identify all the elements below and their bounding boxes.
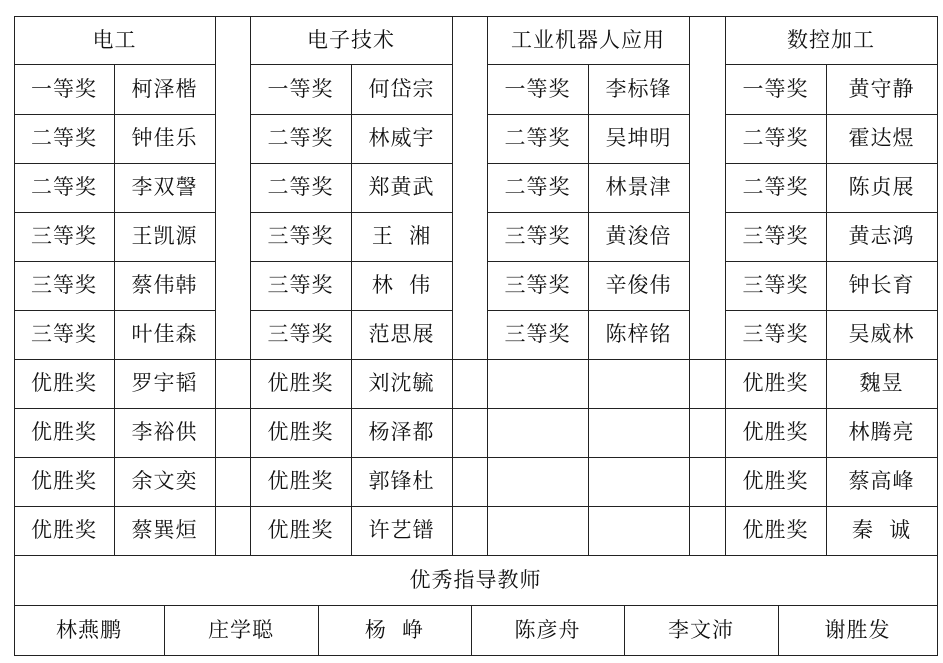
winner-name-cell: 余文奕 bbox=[131, 469, 198, 493]
teachers-title: 优秀指导教师 bbox=[409, 567, 542, 592]
winner-name-cell: 吴威林 bbox=[848, 322, 915, 346]
award-level-cell: 三等奖 bbox=[31, 273, 97, 297]
winner-name-cell: 林景津 bbox=[605, 175, 672, 199]
grid-line-horizontal bbox=[689, 359, 726, 360]
award-level-cell: 二等奖 bbox=[504, 126, 571, 150]
award-level-cell bbox=[487, 408, 588, 457]
winner-name-cell bbox=[588, 506, 689, 555]
award-level-cell: 优胜奖 bbox=[742, 371, 809, 395]
award-level-cell: 二等奖 bbox=[267, 126, 334, 150]
winner-name-cell: 林威宇 bbox=[368, 126, 435, 150]
winner-name-cell: 李裕供 bbox=[131, 420, 198, 444]
grid-line-horizontal bbox=[215, 359, 251, 360]
award-level-cell: 优胜奖 bbox=[31, 518, 97, 542]
grid-line-horizontal bbox=[215, 506, 251, 507]
winner-name-cell: 秦 诚 bbox=[851, 518, 912, 542]
teacher-name-cell: 李文沛 bbox=[668, 617, 734, 642]
grid-line-horizontal bbox=[452, 457, 488, 458]
winner-name-cell: 郑黄武 bbox=[368, 175, 435, 199]
winner-name-cell: 吴坤明 bbox=[605, 126, 672, 150]
winner-name-cell bbox=[588, 408, 689, 457]
winner-name-cell: 蔡巽烜 bbox=[131, 518, 198, 542]
award-level-cell: 优胜奖 bbox=[31, 371, 97, 395]
award-level-cell: 一等奖 bbox=[504, 76, 571, 101]
award-level-cell: 二等奖 bbox=[31, 126, 97, 150]
award-level-cell: 三等奖 bbox=[742, 224, 809, 248]
winner-name-cell: 柯泽楷 bbox=[131, 76, 198, 101]
grid-line-horizontal bbox=[215, 16, 251, 17]
grid-line-horizontal bbox=[689, 506, 726, 507]
grid-line-horizontal bbox=[452, 408, 488, 409]
winner-name-cell: 钟佳乐 bbox=[131, 126, 198, 150]
grid-line-vertical bbox=[937, 16, 938, 556]
award-level-cell: 优胜奖 bbox=[742, 518, 809, 542]
award-level-cell: 三等奖 bbox=[742, 322, 809, 346]
grid-line-horizontal bbox=[689, 408, 726, 409]
winner-name-cell: 蔡高峰 bbox=[848, 469, 915, 493]
teacher-name-cell: 林燕鹏 bbox=[56, 617, 122, 642]
category-title-cnc-machining: 数控加工 bbox=[787, 27, 875, 52]
award-level-cell: 三等奖 bbox=[504, 224, 571, 248]
award-level-cell: 三等奖 bbox=[267, 322, 334, 346]
award-level-cell: 一等奖 bbox=[742, 76, 809, 101]
award-level-cell: 三等奖 bbox=[31, 224, 97, 248]
winner-name-cell: 钟长育 bbox=[848, 273, 915, 297]
grid-line-vertical bbox=[452, 16, 453, 556]
winner-name-cell: 罗宇韬 bbox=[131, 371, 198, 395]
winner-name-cell bbox=[588, 359, 689, 408]
winner-name-cell: 黄浚倍 bbox=[605, 224, 672, 248]
category-title-industrial-robot: 工业机器人应用 bbox=[511, 27, 665, 52]
award-level-cell: 三等奖 bbox=[504, 322, 571, 346]
grid-line-horizontal bbox=[14, 655, 938, 656]
winner-name-cell: 许艺镨 bbox=[368, 518, 435, 542]
award-level-cell: 优胜奖 bbox=[742, 420, 809, 444]
winner-name-cell: 范思展 bbox=[368, 322, 435, 346]
winner-name-cell: 林 伟 bbox=[371, 273, 432, 297]
award-level-cell: 优胜奖 bbox=[267, 371, 334, 395]
winner-name-cell: 何岱宗 bbox=[368, 76, 435, 101]
teacher-name-cell: 谢胜发 bbox=[824, 617, 891, 642]
grid-line-horizontal bbox=[689, 457, 726, 458]
award-level-cell: 优胜奖 bbox=[31, 420, 97, 444]
award-level-cell: 三等奖 bbox=[504, 273, 571, 297]
grid-line-vertical bbox=[689, 16, 690, 556]
winner-name-cell: 黄志鸿 bbox=[848, 224, 915, 248]
award-level-cell: 三等奖 bbox=[742, 273, 809, 297]
award-level-cell: 二等奖 bbox=[742, 175, 809, 199]
winner-name-cell: 陈贞展 bbox=[848, 175, 915, 199]
award-level-cell: 二等奖 bbox=[267, 175, 334, 199]
winner-name-cell: 杨泽都 bbox=[368, 420, 435, 444]
winner-name-cell: 刘沈毓 bbox=[368, 371, 435, 395]
winner-name-cell bbox=[588, 457, 689, 506]
teacher-name-cell: 陈彦舟 bbox=[514, 617, 581, 642]
winner-name-cell: 王 湘 bbox=[371, 224, 432, 248]
winner-name-cell: 蔡伟韩 bbox=[131, 273, 198, 297]
grid-line-horizontal bbox=[689, 16, 726, 17]
award-level-cell: 三等奖 bbox=[267, 224, 334, 248]
grid-line-horizontal bbox=[452, 359, 488, 360]
award-level-cell: 三等奖 bbox=[267, 273, 334, 297]
winner-name-cell: 李标锋 bbox=[605, 76, 672, 101]
award-level-cell: 优胜奖 bbox=[267, 420, 334, 444]
award-level-cell: 优胜奖 bbox=[267, 518, 334, 542]
winner-name-cell: 魏昱 bbox=[859, 371, 904, 395]
grid-line-horizontal bbox=[452, 506, 488, 507]
award-level-cell: 优胜奖 bbox=[267, 469, 334, 493]
award-level-cell: 三等奖 bbox=[31, 322, 97, 346]
award-level-cell: 一等奖 bbox=[267, 76, 334, 101]
category-title-electronics: 电子技术 bbox=[307, 27, 395, 52]
winner-name-cell: 黄守静 bbox=[848, 76, 915, 101]
award-level-cell: 二等奖 bbox=[504, 175, 571, 199]
winner-name-cell: 林腾亮 bbox=[848, 420, 915, 444]
winner-name-cell: 郭锋杜 bbox=[368, 469, 435, 493]
grid-line-horizontal bbox=[215, 457, 251, 458]
winner-name-cell: 陈梓铭 bbox=[605, 322, 672, 346]
grid-line-horizontal bbox=[215, 408, 251, 409]
winner-name-cell: 霍达煜 bbox=[848, 126, 915, 150]
winner-name-cell: 辛俊伟 bbox=[605, 273, 672, 297]
award-level-cell bbox=[487, 506, 588, 555]
winner-name-cell: 王凯源 bbox=[131, 224, 198, 248]
award-level-cell bbox=[487, 457, 588, 506]
award-level-cell bbox=[487, 359, 588, 408]
award-level-cell: 二等奖 bbox=[742, 126, 809, 150]
grid-line-vertical bbox=[215, 16, 216, 556]
award-level-cell: 一等奖 bbox=[31, 76, 97, 101]
award-level-cell: 优胜奖 bbox=[31, 469, 97, 493]
grid-line-vertical bbox=[937, 555, 938, 656]
teacher-name-cell: 杨 峥 bbox=[364, 617, 425, 642]
teacher-name-cell: 庄学聪 bbox=[208, 617, 274, 642]
category-title-electrician: 电工 bbox=[92, 27, 137, 52]
award-level-cell: 二等奖 bbox=[31, 175, 97, 199]
award-level-cell: 优胜奖 bbox=[742, 469, 809, 493]
winner-name-cell: 李双謦 bbox=[131, 175, 198, 199]
winner-name-cell: 叶佳森 bbox=[131, 322, 198, 346]
grid-line-horizontal bbox=[452, 16, 488, 17]
